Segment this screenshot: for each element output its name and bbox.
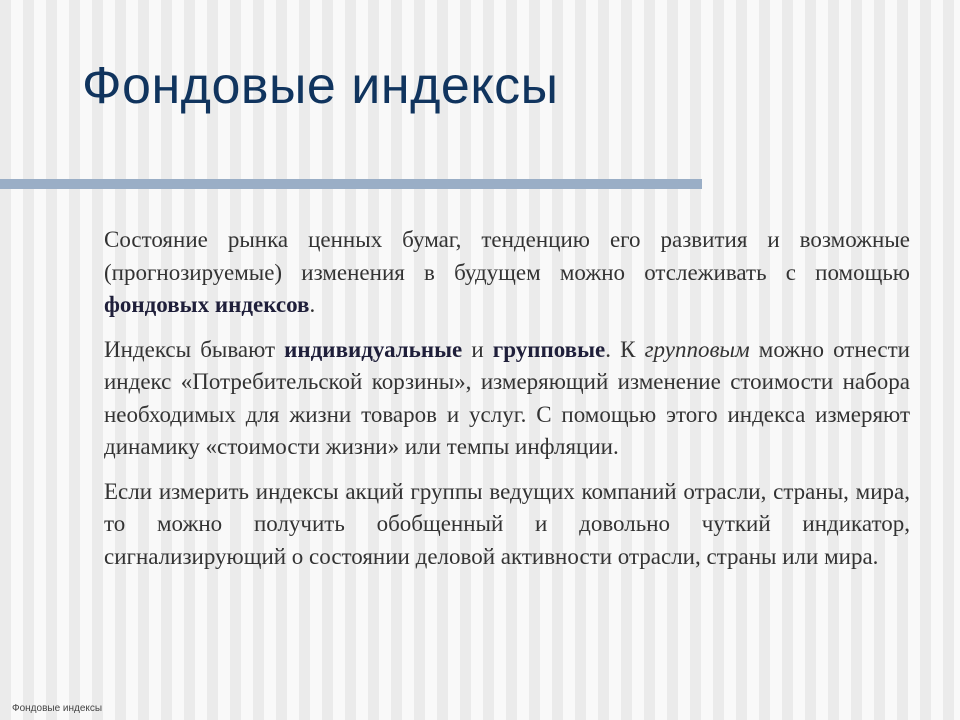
paragraph-2-text-2: и — [462, 336, 493, 362]
paragraph-2-text-1: Индексы бывают — [104, 336, 285, 362]
paragraph-1 — [104, 224, 910, 322]
paragraph-1-end: . — [309, 292, 316, 317]
paragraph-2-text-4: можно отнести индекс «Потребительской корзины», измеряющий изменение стоимости набора необходимых для жизни товаров и услуг. С помощью этого индекса измеряют динамику «стоимости жизни» или темпы инфляции. — [104, 336, 910, 459]
paragraph-1-bold: фондовых индексов — [104, 292, 310, 317]
paragraph-3 — [104, 476, 910, 574]
paragraph-3-text: Если измерить индексы акций группы ведущих компаний отрасли, страны, мира, то можно получить обобщенный и довольно чуткий индикатор, сигнализирующий о состоянии деловой активности отрасли, страны или мира. — [104, 478, 910, 569]
footer-label: Фондовые индексы — [12, 703, 103, 714]
paragraph-2-bold-2: групповые — [492, 336, 606, 362]
paragraph-2-italic: групповым — [644, 336, 750, 362]
slide-content — [104, 224, 910, 585]
paragraph-2-text-3: . К — [605, 336, 645, 362]
title-divider — [0, 179, 702, 189]
slide-title: Фондовые индексы — [82, 57, 559, 115]
paragraph-1-text: Состояние рынка ценных бумаг, тенденцию его развития и возможные (прогнозируемые) изменения в будущем можно отслеживать с помощью — [104, 227, 910, 285]
paragraph-2 — [104, 334, 910, 464]
paragraph-2-bold-1: индивидуальные — [284, 336, 463, 362]
